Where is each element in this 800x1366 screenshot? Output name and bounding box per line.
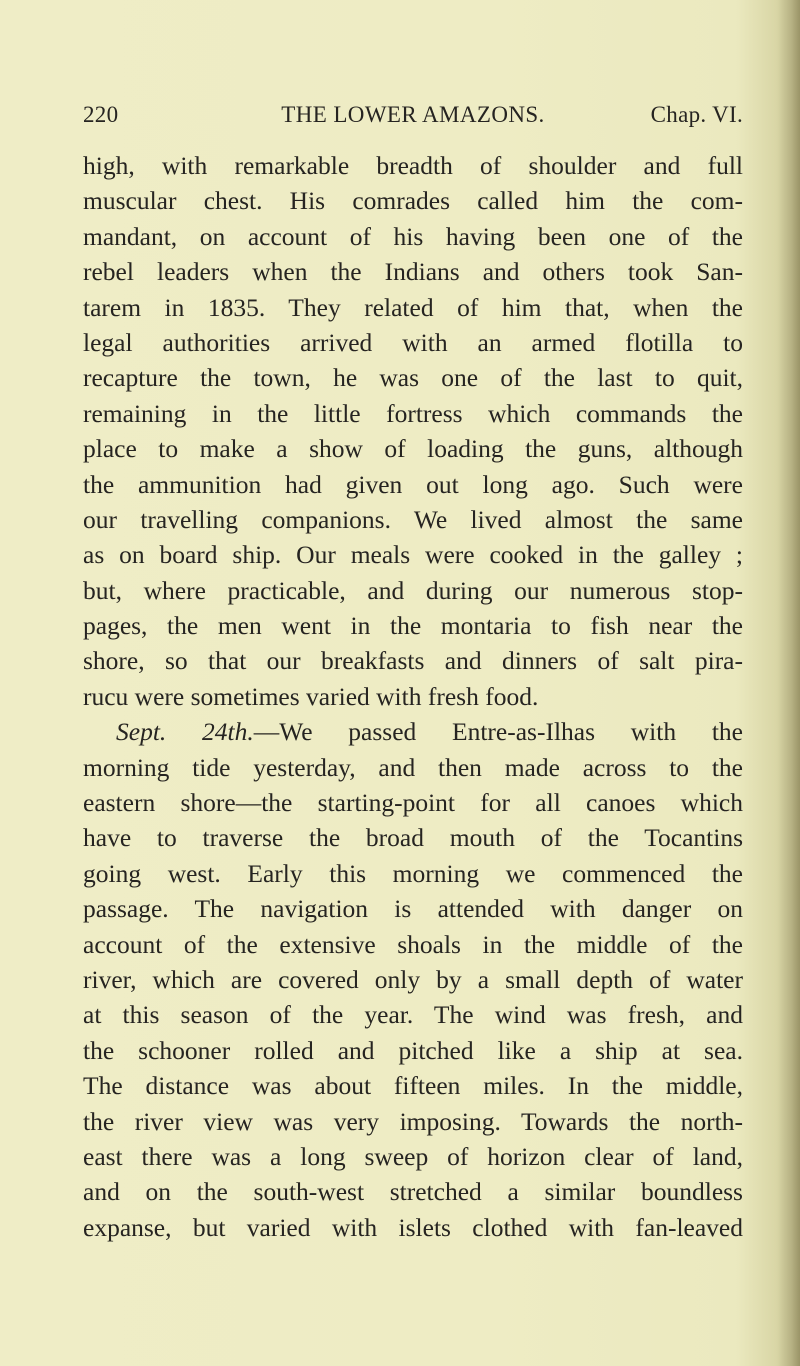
text-line: pages, the men went in the montaria to fish near the: [83, 611, 743, 641]
paragraph-2: [83, 714, 743, 1245]
text-line: morning tide yesterday, and then made across to the: [83, 752, 743, 782]
text-line: legal authorities arrived with an armed flotilla to: [83, 327, 743, 357]
text-fragment: —We passed Entre-as-Ilhas with the: [253, 717, 743, 747]
text-line: high, with remarkable breadth of shoulder and full: [83, 151, 743, 180]
text-line: passage. The navigation is attended with danger on: [83, 894, 743, 924]
body-text: [83, 148, 743, 1245]
text-line: remaining in the little fortress which commands the: [83, 398, 743, 428]
text-line: the ammunition had given out long ago. Such were: [83, 469, 743, 499]
text-line: tarem in 1835. They related of him that, when the: [83, 292, 743, 322]
text-line: river, which are covered only by a small depth of water: [83, 964, 743, 994]
text-line: our travelling companions. We lived almost the same: [83, 504, 743, 534]
text-line: place to make a show of loading the guns, although: [83, 434, 743, 464]
text-line: shore, so that our breakfasts and dinners of salt pira-: [83, 646, 743, 676]
page-edge-shadow: [778, 0, 800, 1366]
running-header: [83, 102, 743, 132]
text-line: mandant, on account of his having been one of the: [83, 221, 743, 251]
page-number: 220: [83, 102, 119, 127]
paragraph-1: [83, 148, 743, 714]
text-line: rucu were sometimes varied with fresh food.: [83, 681, 539, 711]
text-line: going west. Early this morning we commenced the: [83, 858, 743, 888]
text-line: but, where practicable, and during our numerous stop-: [83, 575, 743, 605]
date-label: Sept. 24th.: [116, 717, 254, 747]
text-line: the river view was very imposing. Towards the north-: [83, 1106, 743, 1136]
text-line: rebel leaders when the Indians and others took San-: [83, 257, 743, 287]
running-title: THE LOWER AMAZONS.: [281, 102, 545, 127]
text-line: eastern shore—the starting-point for all canoes which: [83, 788, 743, 818]
text-line: at this season of the year. The wind was fresh, and: [83, 1000, 743, 1030]
text-line: east there was a long sweep of horizon clear of land,: [83, 1141, 743, 1171]
text-line: account of the extensive shoals in the middle of the: [83, 929, 743, 959]
text-line: The distance was about fifteen miles. In the middle,: [83, 1071, 743, 1101]
text-line: and on the south-west stretched a similar boundless: [83, 1177, 743, 1207]
chapter-label: Chap. VI.: [650, 102, 743, 127]
text-line: as on board ship. Our meals were cooked in the galley ;: [83, 540, 743, 570]
text-line: muscular chest. His comrades called him the com-: [83, 186, 743, 216]
paragraph-2-first-line: [83, 714, 743, 749]
text-line: the schooner rolled and pitched like a ship at sea.: [83, 1035, 743, 1065]
text-line: recapture the town, he was one of the last to quit,: [83, 363, 743, 393]
text-line: have to traverse the broad mouth of the Tocantins: [83, 823, 743, 853]
text-line: expanse, but varied with islets clothed with fan-leaved: [83, 1212, 743, 1242]
